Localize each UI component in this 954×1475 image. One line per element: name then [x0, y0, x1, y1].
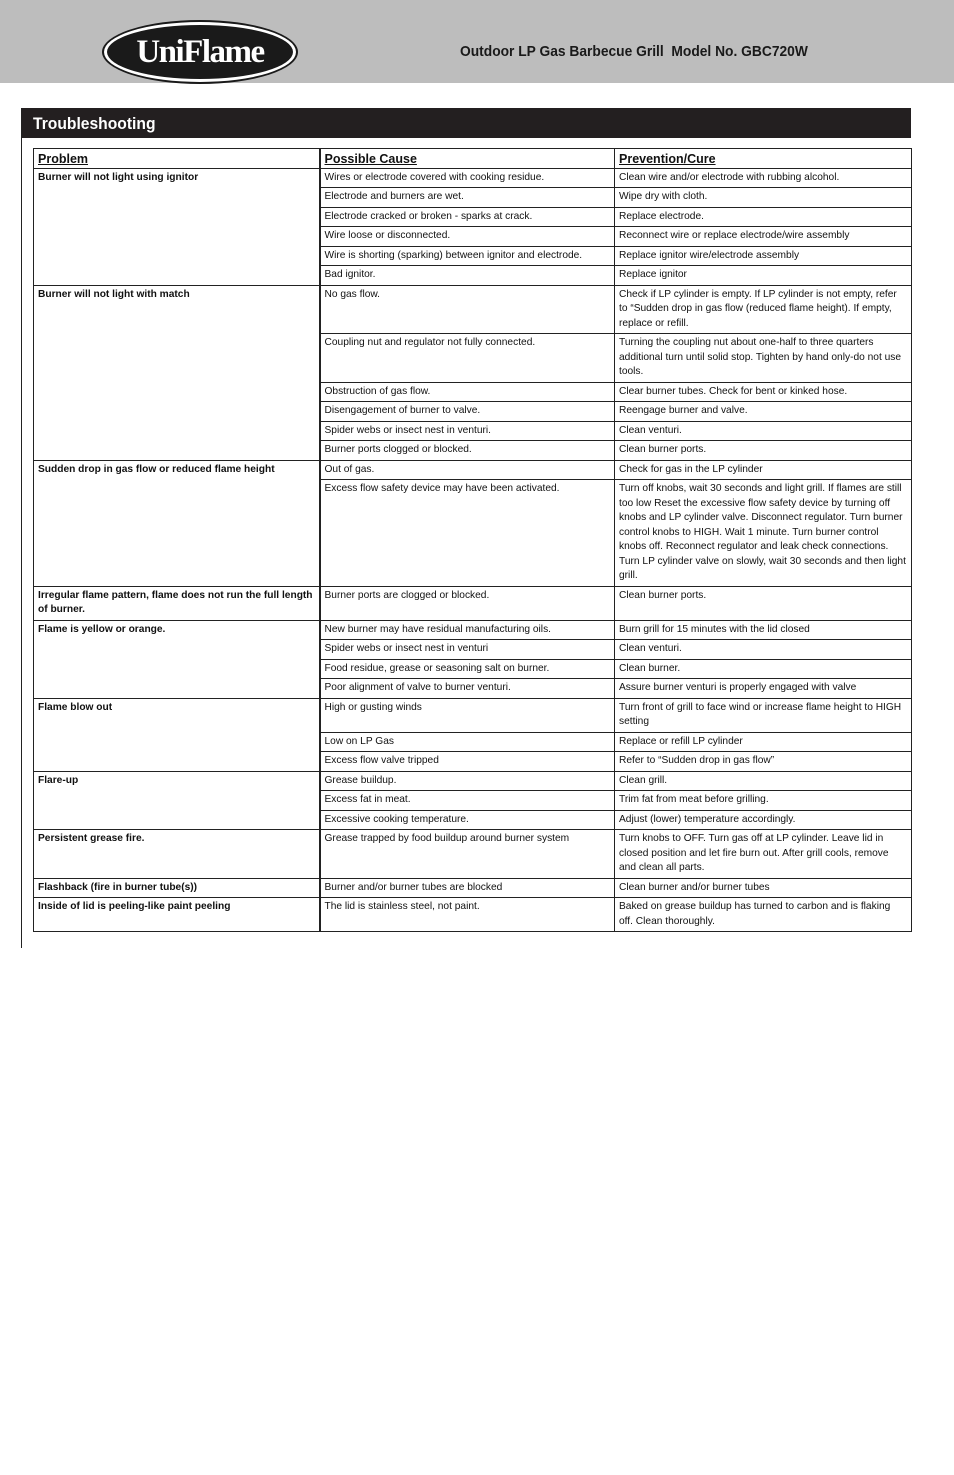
cure-cell: Replace ignitor wire/electrode assembly	[615, 246, 912, 266]
cause-cell: Spider webs or insect nest in venturi.	[320, 421, 615, 441]
logo-text: UniFlame	[136, 33, 264, 70]
cure-cell: Check if LP cylinder is empty. If LP cylinder is not empty, refer to “Sudden drop in gas flow (reduced flame height). If empty, replace or refill.	[615, 285, 912, 334]
cure-cell: Wipe dry with cloth.	[615, 188, 912, 208]
cause-cell: Obstruction of gas flow.	[320, 382, 615, 402]
table-row	[34, 620, 912, 640]
column-header-possible-cause: Possible Cause	[320, 149, 615, 169]
cure-cell: Clean wire and/or electrode with rubbing alcohol.	[615, 168, 912, 188]
cure-cell: Turning the coupling nut about one-half to three quarters additional turn until solid stop. Tighten by hand only-do not use tools.	[615, 334, 912, 383]
cause-cell: Excess flow safety device may have been activated.	[320, 480, 615, 587]
cure-cell: Burn grill for 15 minutes with the lid closed	[615, 620, 912, 640]
problem-cell: Sudden drop in gas flow or reduced flame height	[34, 460, 320, 586]
cause-cell: Burner and/or burner tubes are blocked	[320, 878, 615, 898]
problem-cell: Inside of lid is peeling-like paint peeling	[34, 898, 320, 932]
cause-cell: Excess fat in meat.	[320, 791, 615, 811]
cure-cell: Trim fat from meat before grilling.	[615, 791, 912, 811]
table-body	[34, 168, 912, 932]
table-row	[34, 586, 912, 620]
cure-cell: Clean venturi.	[615, 421, 912, 441]
cure-cell: Clear burner tubes. Check for bent or kinked hose.	[615, 382, 912, 402]
cause-cell: Disengagement of burner to valve.	[320, 402, 615, 422]
page-header	[0, 0, 954, 83]
problem-cell: Flare-up	[34, 771, 320, 830]
problem-cell: Flame blow out	[34, 698, 320, 771]
cause-cell: Poor alignment of valve to burner venturi.	[320, 679, 615, 699]
problem-cell: Flashback (fire in burner tube(s))	[34, 878, 320, 898]
cause-cell: The lid is stainless steel, not paint.	[320, 898, 615, 932]
cure-cell: Clean venturi.	[615, 640, 912, 660]
cause-cell: New burner may have residual manufacturing oils.	[320, 620, 615, 640]
cause-cell: Out of gas.	[320, 460, 615, 480]
left-margin-rule	[21, 108, 22, 948]
document-title: Outdoor LP Gas Barbecue Grill Model No. GBC720W	[460, 43, 808, 60]
section-title: Troubleshooting	[33, 114, 156, 133]
table-row	[34, 168, 912, 188]
cause-cell: Burner ports are clogged or blocked.	[320, 586, 615, 620]
table-row	[34, 830, 912, 879]
table-row	[34, 898, 912, 932]
cure-cell: Clean burner ports.	[615, 441, 912, 461]
cause-cell: Wire loose or disconnected.	[320, 227, 615, 247]
cure-cell: Clean burner and/or burner tubes	[615, 878, 912, 898]
cause-cell: Bad ignitor.	[320, 266, 615, 286]
cause-cell: Wires or electrode covered with cooking residue.	[320, 168, 615, 188]
cure-cell: Baked on grease buildup has turned to carbon and is flaking off. Clean thoroughly.	[615, 898, 912, 932]
cure-cell: Reconnect wire or replace electrode/wire assembly	[615, 227, 912, 247]
table-row	[34, 460, 912, 480]
problem-cell: Burner will not light with match	[34, 285, 320, 460]
cure-cell: Clean grill.	[615, 771, 912, 791]
cause-cell: Grease trapped by food buildup around burner system	[320, 830, 615, 879]
cure-cell: Replace ignitor	[615, 266, 912, 286]
problem-cell: Burner will not light using ignitor	[34, 168, 320, 285]
cause-cell: Electrode and burners are wet.	[320, 188, 615, 208]
table-row	[34, 285, 912, 334]
cure-cell: Assure burner venturi is properly engaged with valve	[615, 679, 912, 699]
cause-cell: Excess flow valve tripped	[320, 752, 615, 772]
cause-cell: Wire is shorting (sparking) between ignitor and electrode.	[320, 246, 615, 266]
cure-cell: Turn front of grill to face wind or increase flame height to HIGH setting	[615, 698, 912, 732]
cause-cell: Coupling nut and regulator not fully connected.	[320, 334, 615, 383]
section-header-bar	[22, 108, 911, 138]
cure-cell: Clean burner.	[615, 659, 912, 679]
column-header-prevention-cure: Prevention/Cure	[615, 149, 912, 169]
problem-cell: Irregular flame pattern, flame does not run the full length of burner.	[34, 586, 320, 620]
cure-cell: Check for gas in the LP cylinder	[615, 460, 912, 480]
column-header-problem: Problem	[34, 149, 320, 169]
cure-cell: Adjust (lower) temperature accordingly.	[615, 810, 912, 830]
cause-cell: No gas flow.	[320, 285, 615, 334]
cause-cell: Spider webs or insect nest in venturi	[320, 640, 615, 660]
cause-cell: Low on LP Gas	[320, 732, 615, 752]
cause-cell: Electrode cracked or broken - sparks at crack.	[320, 207, 615, 227]
table-row	[34, 698, 912, 732]
cure-cell: Replace or refill LP cylinder	[615, 732, 912, 752]
cure-cell: Replace electrode.	[615, 207, 912, 227]
cure-cell: Turn knobs to OFF. Turn gas off at LP cylinder. Leave lid in closed position and let fire burn out. After grill cools, remove and clean all parts.	[615, 830, 912, 879]
table-header-row	[34, 149, 912, 169]
cause-cell: Burner ports clogged or blocked.	[320, 441, 615, 461]
cure-cell: Refer to “Sudden drop in gas flow”	[615, 752, 912, 772]
cause-cell: Food residue, grease or seasoning salt on burner.	[320, 659, 615, 679]
problem-cell: Flame is yellow or orange.	[34, 620, 320, 698]
cause-cell: Grease buildup.	[320, 771, 615, 791]
uniflame-logo	[104, 22, 296, 82]
troubleshooting-table	[33, 148, 912, 932]
cause-cell: High or gusting winds	[320, 698, 615, 732]
table-row	[34, 878, 912, 898]
cause-cell: Excessive cooking temperature.	[320, 810, 615, 830]
table-row	[34, 771, 912, 791]
cure-cell: Clean burner ports.	[615, 586, 912, 620]
cure-cell: Reengage burner and valve.	[615, 402, 912, 422]
problem-cell: Persistent grease fire.	[34, 830, 320, 879]
cure-cell: Turn off knobs, wait 30 seconds and light grill. If flames are still too low Reset the excessive flow safety device by turning off knobs and LP cylinder valve. Disconnect regulator. Turn burner control knobs to HIGH. Wait 1 minute. Turn burner control knobs off. Reconnect regulator and leak check connections. Turn LP cylinder valve on slowly, wait 30 seconds and then light grill.	[615, 480, 912, 587]
